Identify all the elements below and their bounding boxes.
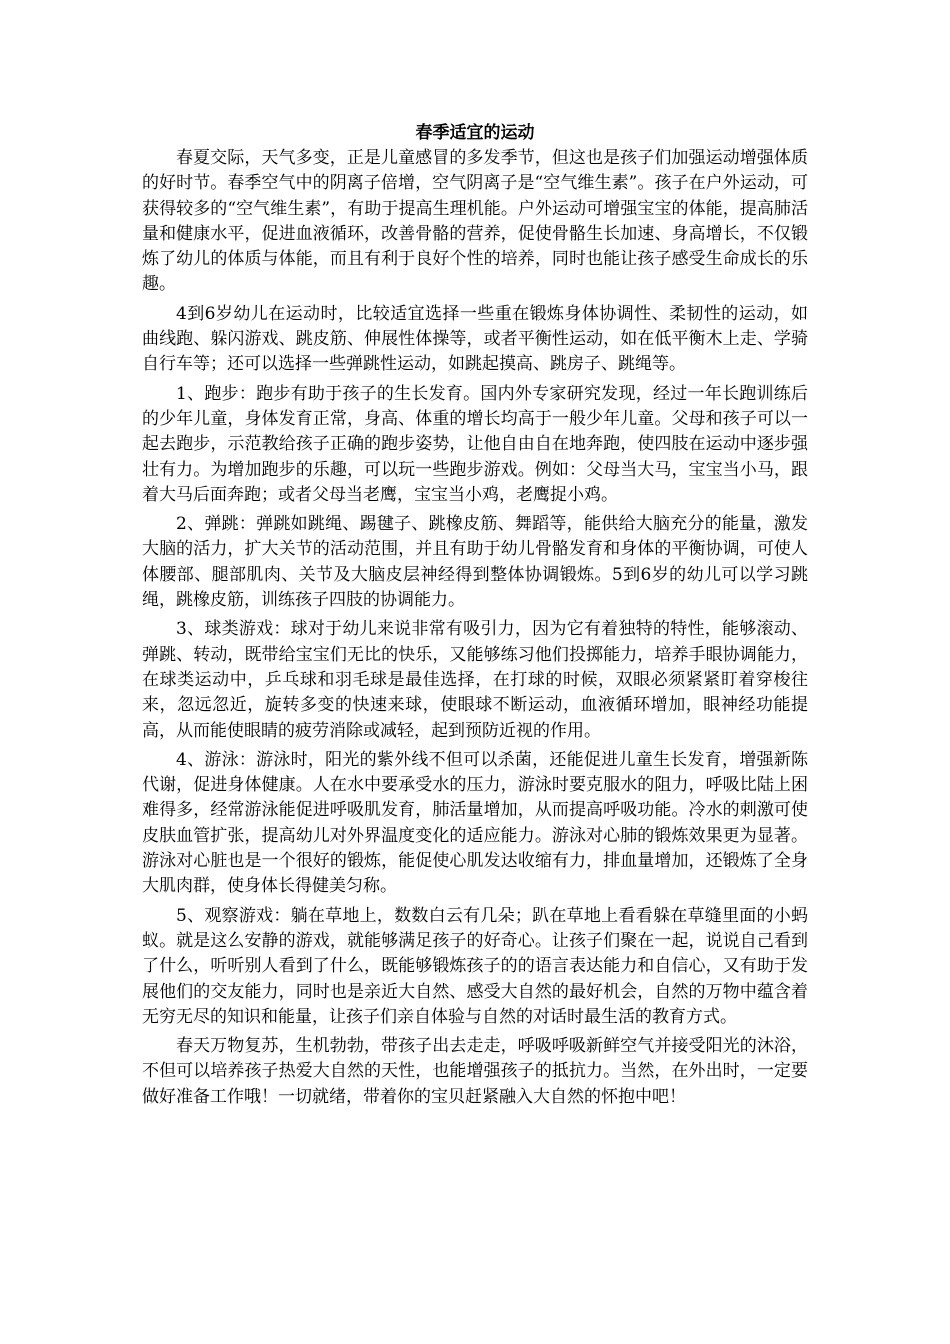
paragraph-observation-games: 5、观察游戏：躺在草地上，数数白云有几朵；趴在草地上看看躲在草缝里面的小蚂蚁。就是这么安静的游戏，就能够满足孩子的好奇心。让孩子们聚在一起，说说自己看到了什么，听听别人看到了什么，既能够锻炼孩子的的语言表达能力和自信心，又有助于发展他们的交友能力，同时也是亲近大自然、感受大自然的最好机会，自然的万物中蕴含着无穷无尽的知识和能量，让孩子们亲自体验与自然的对话时最生活的教育方式。 (142, 905, 808, 1027)
document-page (142, 120, 808, 1114)
paragraph-intro: 春夏交际，天气多变，正是儿童感冒的多发季节，但这也是孩子们加强运动增强体质的好时节。春季空气中的阴离子倍增，空气阴离子是“空气维生素”。孩子在户外运动，可获得较多的“空气维生素”，有助于提高生理机能。户外运动可增强宝宝的体能，提高肺活量和健康水平，促进血液循环，改善骨骼的营养，促使骨骼生长加速、身高增长，不仅锻炼了幼儿的体质与体能，而且有利于良好个性的培养，同时也能让孩子感受生命成长的乐趣。 (142, 148, 808, 295)
paragraph-ball-games: 3、球类游戏：球对于幼儿来说非常有吸引力，因为它有着独特的特性，能够滚动、弹跳、转动，既带给宝宝们无比的快乐，又能够练习他们投掷能力，培养手眼协调能力，在球类运动中，乒乓球和羽毛球是最佳选择，在打球的时候，双眼必须紧紧盯着穿梭往来，忽远忽近，旋转多变的快速来球，使眼球不断运动，血液循环增加，眼神经功能提高，从而能使眼睛的疲劳消除或减轻，起到预防近视的作用。 (142, 619, 808, 741)
paragraph-conclusion: 春天万物复苏，生机勃勃，带孩子出去走走，呼吸呼吸新鲜空气并接受阳光的沐浴，不但可以培养孩子热爱大自然的天性，也能增强孩子的抵抗力。当然，在外出时，一定要做好准备工作哦！一切就绪，带着你的宝贝赶紧融入大自然的怀抱中吧！ (142, 1036, 808, 1107)
paragraph-jumping: 2、弹跳：弹跳如跳绳、踢毽子、跳橡皮筋、舞蹈等，能供给大脑充分的能量，激发大脑的活力，扩大关节的活动范围，并且有助于幼儿骨骼发育和身体的平衡协调，可使人体腰部、腿部肌肉、关节及大脑皮层神经得到整体协调锻炼。5到6岁的幼儿可以学习跳绳，跳橡皮筋，训练孩子四肢的协调能力。 (142, 514, 808, 611)
paragraph-swimming: 4、游泳：游泳时，阳光的紫外线不但可以杀菌，还能促进儿童生长发育，增强新陈代谢，促进身体健康。人在水中要承受水的压力，游泳时要克服水的阻力，呼吸比陆上困难得多，经常游泳能促进呼吸肌发育，肺活量增加，从而提高呼吸功能。冷水的刺激可使皮肤血管扩张，提高幼儿对外界温度变化的适应能力。游泳对心肺的锻炼效果更为显著。游泳对心脏也是一个很好的锻炼，能促使心肌发达收缩有力，排血量增加，还锻炼了全身大肌肉群，使身体长得健美匀称。 (142, 749, 808, 897)
document-title: 春季适宜的运动 (415, 123, 535, 143)
paragraph-running: 1、跑步：跑步有助于孩子的生长发育。国内外专家研究发现，经过一年长跑训练后的少年儿童，身体发育正常，身高、体重的增长均高于一般少年儿童。父母和孩子可以一起去跑步，示范教给孩子正确的跑步姿势，让他自由自在地奔跑，使四肢在运动中逐步强壮有力。为增加跑步的乐趣，可以玩一些跑步游戏。例如：父母当大马，宝宝当小马，跟着大马后面奔跑；或者父母当老鹰，宝宝当小鸡，老鹰捉小鸡。 (142, 383, 808, 505)
paragraph-age-guidance: 4到6岁幼儿在运动时，比较适宜选择一些重在锻炼身体协调性、柔韧性的运动，如曲线跑、躲闪游戏、跳皮筋、伸展性体操等，或者平衡性运动，如在低平衡木上走、学骑自行车等；还可以选择一些弹跳性运动，如跳起摸高、跳房子、跳绳等。 (142, 303, 808, 375)
